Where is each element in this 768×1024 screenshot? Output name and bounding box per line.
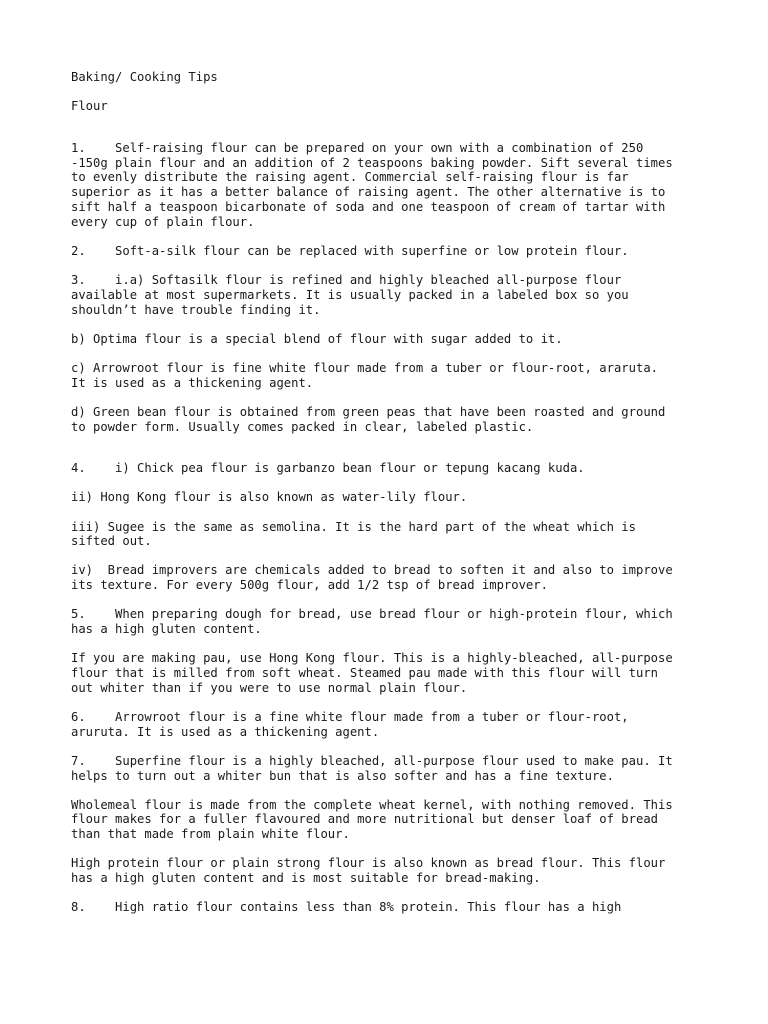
spacer: [71, 783, 711, 797]
spacer: [71, 85, 711, 99]
paragraph-4ii: ii) Hong Kong flour is also known as water-lily flour.: [71, 490, 468, 505]
paragraph-2: 2. Soft-a-silk flour can be replaced with superfine or low protein flour.: [71, 243, 629, 258]
spacer: [71, 696, 711, 710]
paragraph-6: 6. Arrowroot flour is a fine white flour made from a tuber or flour-root, aruruta. It is used as a thickening agent.: [71, 709, 629, 739]
spacer: [71, 347, 711, 361]
spacer: [71, 842, 711, 856]
spacer: [71, 505, 711, 519]
spacer: [71, 434, 711, 461]
paragraph-3d: d) Green bean flour is obtained from green peas that have been roasted and ground to powder form. Usually comes packed in clear, labeled plastic.: [71, 404, 666, 434]
spacer: [71, 549, 711, 563]
paragraph-7c: High protein flour or plain strong flour is also known as bread flour. This flour has a high gluten content and is most suitable for bread-making.: [71, 856, 666, 886]
spacer: [71, 637, 711, 651]
spacer: [71, 593, 711, 607]
spacer: [71, 886, 711, 900]
paragraph-1: 1. Self-raising flour can be prepared on your own with a combination of 250 -150g plain flour and an addition of 2 teaspoons baking powder. Sift several times to evenly distribute the raising agent. Commercial self-raising flour is far superior as it has a better balance of raising agent. The other alternative is to sift half a teaspoon bicarbonate of soda and one teaspoon of cream of tartar with every cup of plain flour.: [71, 140, 673, 229]
paragraph-5: 5. When preparing dough for bread, use bread flour or high-protein flour, which has a high gluten content.: [71, 607, 673, 637]
spacer: [71, 739, 711, 753]
paragraph-5b: If you are making pau, use Hong Kong flour. This is a highly-bleached, all-purpose flour that is milled from soft wheat. Steamed pau made with this flour will turn out whiter than if you were to use normal plain flour.: [71, 651, 673, 695]
spacer: [71, 317, 711, 331]
spacer: [71, 230, 711, 244]
spacer: [71, 390, 711, 404]
paragraph-3b: b) Optima flour is a special blend of flour with sugar added to it.: [71, 331, 563, 346]
paragraph-4iii: iii) Sugee is the same as semolina. It is the hard part of the wheat which is sifted out.: [71, 519, 636, 549]
paragraph-4iv: iv) Bread improvers are chemicals added to bread to soften it and also to improve its texture. For every 500g flour, add 1/2 tsp of bread improver.: [71, 563, 673, 593]
paragraph-4: 4. i) Chick pea flour is garbanzo bean flour or tepung kacang kuda.: [71, 461, 585, 476]
paragraph-7b: Wholemeal flour is made from the complete wheat kernel, with nothing removed. This flour makes for a fuller flavoured and more nutritional but denser loaf of bread than that made from plain white flour.: [71, 797, 673, 842]
paragraph-8: 8. High ratio flour contains less than 8% protein. This flour has a high: [71, 900, 622, 915]
paragraph-3: 3. i.a) Softasilk flour is refined and highly bleached all-purpose flour available at most supermarkets. It is usually packed in a labeled box so you shouldn’t have trouble finding it.: [71, 273, 629, 317]
spacer: [71, 259, 711, 273]
document-title: Baking/ Cooking Tips: [71, 70, 218, 84]
paragraph-7: 7. Superfine flour is a highly bleached, all-purpose flour used to make pau. It helps to turn out a whiter bun that is also softer and has a fine texture.: [71, 753, 673, 783]
document-page: [71, 70, 711, 915]
spacer: [71, 114, 711, 141]
spacer: [71, 476, 711, 490]
section-heading: Flour: [71, 99, 108, 114]
paragraph-3c: c) Arrowroot flour is fine white flour made from a tuber or flour-root, araruta. It is used as a thickening agent.: [71, 360, 658, 390]
